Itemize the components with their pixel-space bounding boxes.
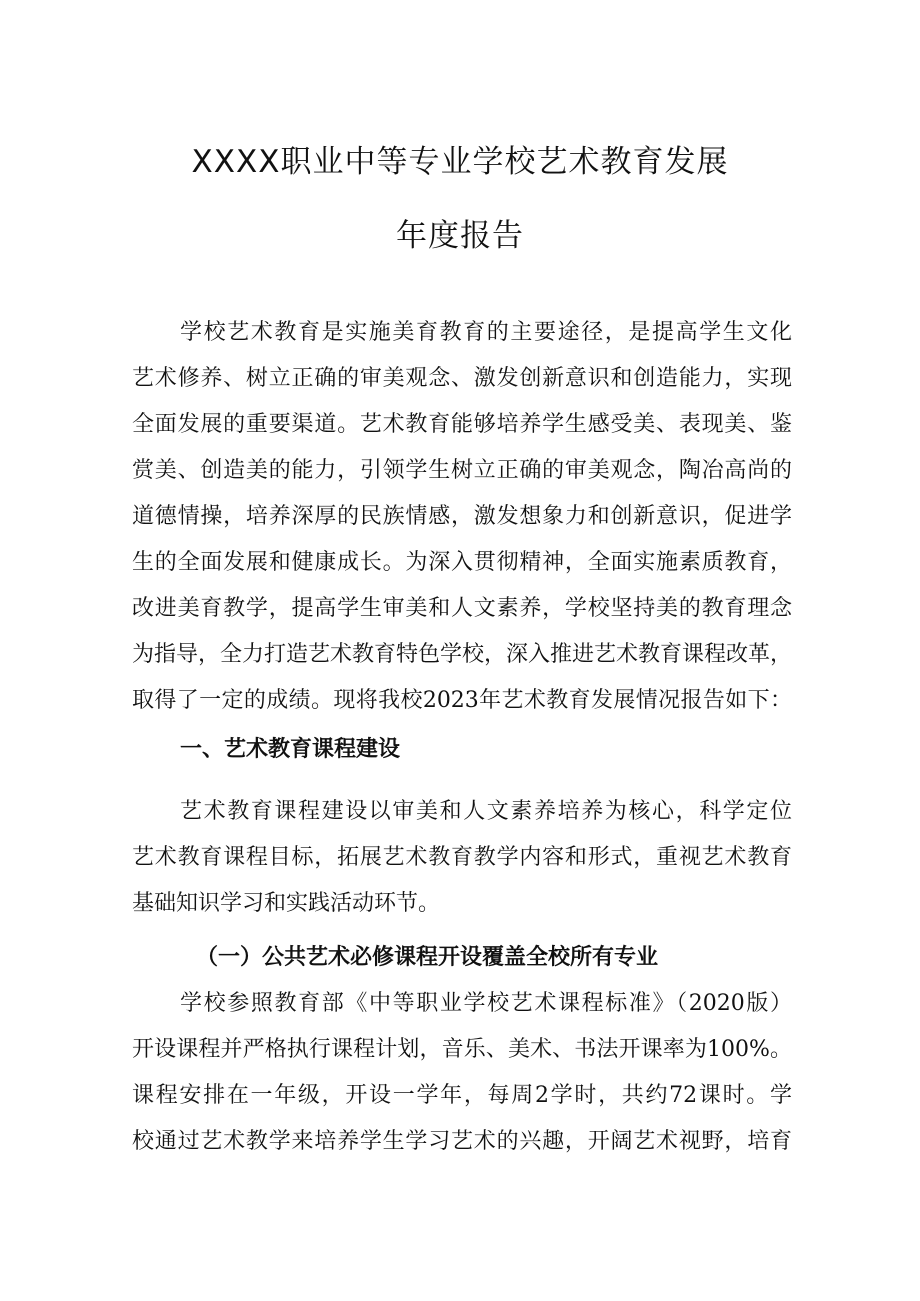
intro-line: 学校艺术教育是实施美育教育的主要途径，是提高学生文化 — [180, 320, 792, 345]
subsection-1-line: 校通过艺术教学来培养学生学习艺术的兴趣，开阔艺术视野，培育 — [132, 1129, 792, 1154]
intro-line: 赏美、创造美的能力，引领学生树立正确的审美观念，陶冶高尚的 — [132, 458, 792, 483]
subsection-1-line: 课程安排在一年级，开设一学年，每周2学时，共约72课时。学 — [132, 1083, 792, 1108]
intro-line: 改进美育教学，提高学生审美和人文素养，学校坚持美的教育理念 — [132, 596, 792, 621]
section-1-line: 基础知识学习和实践活动环节。 — [132, 891, 441, 916]
subsection-1-heading: （一）公共艺术必修课程开设覆盖全校所有专业 — [196, 945, 659, 970]
section-1-heading: 一、艺术教育课程建设 — [180, 737, 401, 762]
intro-line: 艺术修养、树立正确的审美观念、激发创新意识和创造能力，实现 — [132, 366, 792, 391]
subsection-1-line: 开设课程并严格执行课程计划，音乐、美术、书法开课率为100%。 — [132, 1037, 792, 1062]
intro-line: 生的全面发展和健康成长。为深入贯彻精神，全面实施素质教育， — [132, 550, 792, 575]
intro-line: 取得了一定的成绩。现将我校2023年艺术教育发展情况报告如下： — [132, 688, 792, 713]
intro-line: 全面发展的重要渠道。艺术教育能够培养学生感受美、表现美、鉴 — [132, 412, 792, 437]
intro-line: 为指导，全力打造艺术教育特色学校，深入推进艺术教育课程改革， — [132, 642, 793, 667]
section-1-line: 艺术教育课程目标，拓展艺术教育教学内容和形式，重视艺术教育 — [132, 845, 792, 870]
document-title-line-1: XXXX职业中等专业学校艺术教育发展 — [191, 144, 729, 180]
section-1-line: 艺术教育课程建设以审美和人文素养培养为核心，科学定位 — [180, 799, 792, 824]
subsection-1-line: 学校参照教育部《中等职业学校艺术课程标准》（2020版） — [180, 991, 792, 1016]
intro-line: 道德情操，培养深厚的民族情感，激发想象力和创新意识，促进学 — [132, 504, 792, 529]
document-title-line-2: 年度报告 — [396, 218, 524, 254]
